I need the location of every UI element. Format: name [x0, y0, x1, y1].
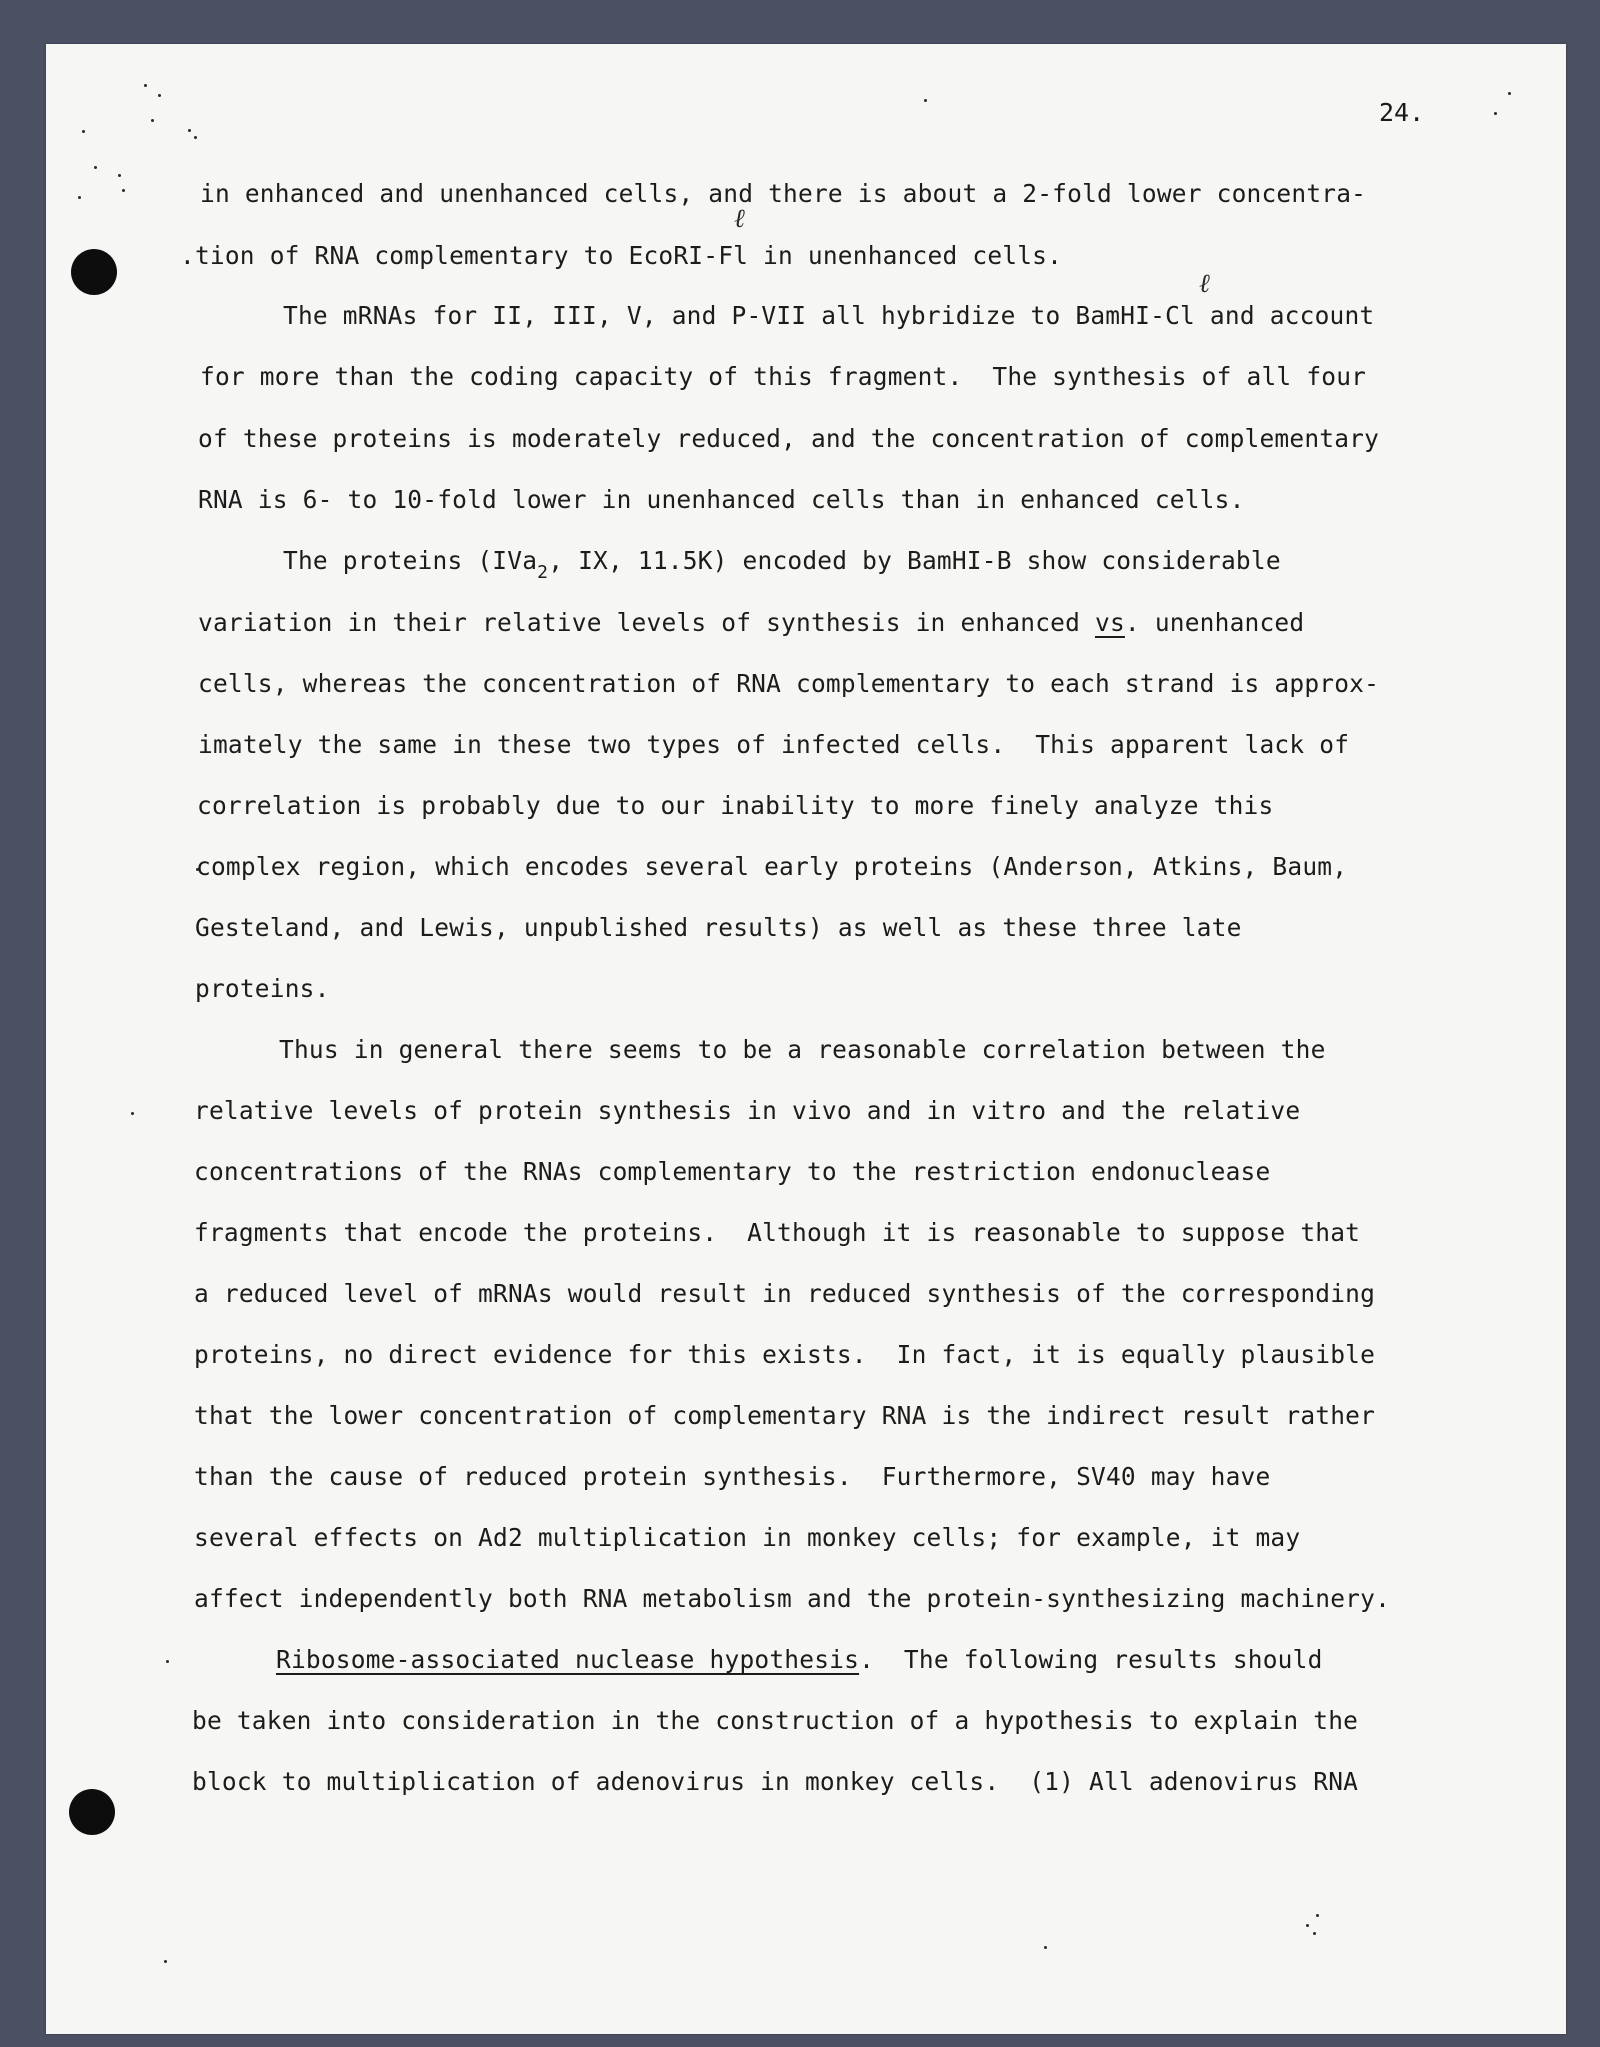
page-number: 24. — [1379, 98, 1425, 127]
speck — [164, 1960, 167, 1963]
text-line: several effects on Ad2 multiplication in monkey cells; for example, it may — [194, 1523, 1301, 1552]
text-line: be taken into consideration in the construction of a hypothesis to explain the — [192, 1706, 1359, 1735]
speck — [151, 119, 154, 122]
text-line: Gesteland, and Lewis, unpublished results) as well as these three late — [195, 913, 1242, 942]
text-line: concentrations of the RNAs complementary to the restriction endonuclease — [194, 1157, 1271, 1186]
speck — [1306, 1924, 1309, 1927]
handwritten-l-mark: ℓ — [1199, 269, 1210, 299]
text-line: block to multiplication of adenovirus in monkey cells. (1) All adenovirus RNA — [192, 1767, 1359, 1796]
text-line: RNA is 6- to 10-fold lower in unenhanced cells than in enhanced cells. — [198, 485, 1245, 514]
document-page — [46, 44, 1566, 2034]
underlined-text: vs — [1095, 608, 1125, 637]
text-line — [276, 1645, 1323, 1674]
section-heading: Ribosome-associated nuclease hypothesis — [276, 1645, 860, 1674]
text-line: complex region, which encodes several early proteins (Anderson, Atkins, Baum, — [196, 852, 1348, 881]
speck — [1044, 1946, 1047, 1949]
speck — [1494, 112, 1497, 115]
speck — [131, 1112, 134, 1115]
speck — [1316, 1914, 1319, 1917]
text-line: for more than the coding capacity of this fragment. The synthesis of all four — [200, 362, 1367, 391]
speck — [78, 196, 81, 199]
text-line: .tion of RNA complementary to EcoRI-Fl in unenhanced cells. — [180, 241, 1063, 270]
text-line: in enhanced and unenhanced cells, and there is about a 2-fold lower concentra- — [200, 179, 1367, 208]
text-line: than the cause of reduced protein synthesis. Furthermore, SV40 may have — [194, 1462, 1271, 1491]
speck — [1313, 1932, 1316, 1935]
speck — [158, 94, 161, 97]
handwritten-l-mark: ℓ — [734, 204, 745, 234]
punch-hole-top — [71, 249, 117, 295]
text-line — [283, 546, 1281, 583]
text-line: correlation is probably due to our inability to more finely analyze this — [197, 791, 1274, 820]
text-line: The mRNAs for II, III, V, and P-VII all hybridize to BamHI-Cl and account — [283, 301, 1375, 330]
speck — [188, 129, 191, 132]
text-line: affect independently both RNA metabolism and the protein-synthesizing machinery. — [194, 1584, 1391, 1613]
text-span: . unenhanced — [1124, 608, 1305, 637]
text-span: . The following results should — [859, 1645, 1323, 1674]
speck — [144, 84, 147, 87]
subscript: 2 — [537, 562, 549, 583]
punch-hole-bottom — [69, 1789, 115, 1835]
text-line: fragments that encode the proteins. Although it is reasonable to suppose that — [194, 1218, 1361, 1247]
speck — [1508, 92, 1511, 95]
text-span: , IX, 11.5K) encoded by BamHI-B show considerable — [548, 546, 1281, 575]
speck — [924, 99, 927, 102]
text-line: Thus in general there seems to be a reasonable correlation between the — [279, 1035, 1326, 1064]
text-line: of these proteins is moderately reduced, and the concentration of complementary — [198, 424, 1380, 453]
speck — [82, 130, 85, 133]
speck — [122, 189, 125, 192]
text-span: variation in their relative levels of synthesis in enhanced — [198, 608, 1096, 637]
speck — [194, 136, 197, 139]
text-line: imately the same in these two types of infected cells. This apparent lack of — [198, 730, 1350, 759]
text-line: relative levels of protein synthesis in vivo and in vitro and the relative — [194, 1096, 1301, 1125]
text-line — [198, 608, 1304, 637]
speck — [118, 174, 121, 177]
text-span: The proteins (IVa — [283, 546, 538, 575]
text-line: proteins. — [195, 974, 330, 1003]
text-line: that the lower concentration of complementary RNA is the indirect result rather — [194, 1401, 1376, 1430]
text-line: cells, whereas the concentration of RNA complementary to each strand is approx- — [198, 669, 1380, 698]
text-line: proteins, no direct evidence for this exists. In fact, it is equally plausible — [194, 1340, 1376, 1369]
text-line: a reduced level of mRNAs would result in reduced synthesis of the corresponding — [194, 1279, 1376, 1308]
speck — [94, 166, 97, 169]
speck — [166, 1660, 169, 1663]
